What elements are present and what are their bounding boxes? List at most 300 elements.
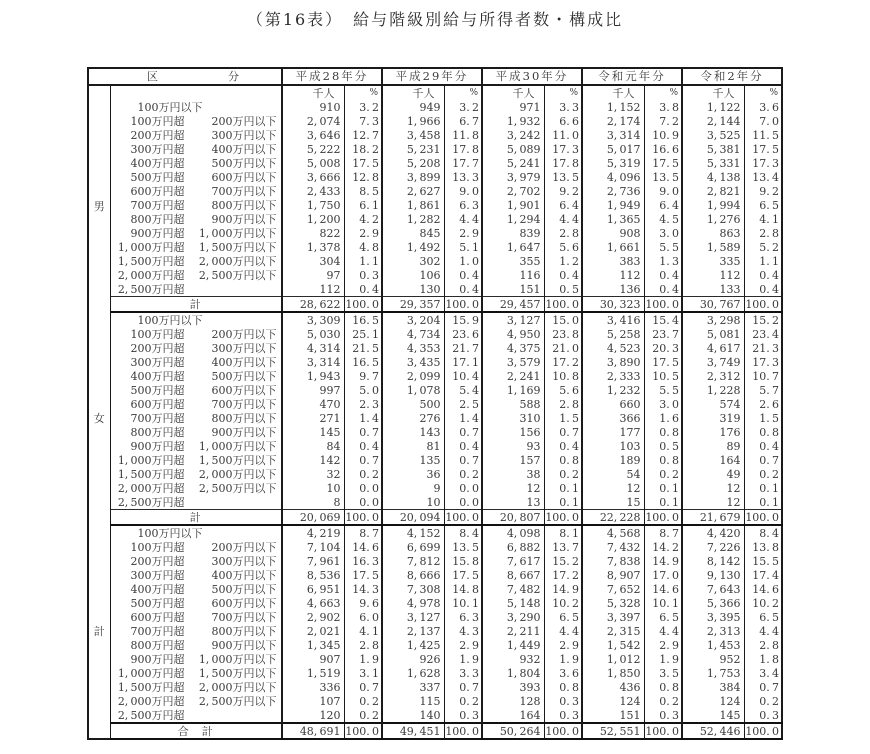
percent-cell: 0. 1: [544, 481, 582, 495]
count-cell: 9, 130: [682, 568, 744, 582]
percent-cell: 10. 1: [644, 596, 682, 610]
bracket-lower-bound: 1, 500万円超: [117, 467, 185, 481]
bracket-upper-bound: 800万円以下: [211, 411, 277, 425]
data-row: [88, 467, 782, 481]
count-cell: 384: [682, 680, 744, 694]
percent-cell: 16. 6: [644, 142, 682, 156]
percent-cell: 5. 5: [644, 240, 682, 254]
unit-header-percent: %: [544, 85, 582, 100]
data-row: [88, 495, 782, 510]
subtotal-row: [88, 510, 782, 526]
data-row: [88, 652, 782, 666]
count-cell: 7, 226: [682, 540, 744, 554]
count-cell: 470: [282, 397, 344, 411]
count-cell: 15: [582, 495, 644, 510]
count-cell: 1, 994: [682, 198, 744, 212]
count-cell: 5, 148: [482, 596, 544, 610]
percent-cell: 0. 2: [344, 467, 382, 481]
percent-cell: 0. 7: [544, 425, 582, 439]
percent-cell: 9. 0: [444, 184, 482, 198]
count-cell: 2, 315: [582, 624, 644, 638]
count-cell: 271: [282, 411, 344, 425]
count-cell: 28, 622: [282, 297, 344, 313]
bracket-upper-bound: 400万円以下: [211, 142, 277, 156]
count-cell: 49: [682, 467, 744, 481]
count-cell: 7, 961: [282, 554, 344, 568]
percent-cell: 0. 7: [744, 680, 782, 694]
percent-cell: 0. 2: [744, 694, 782, 708]
count-cell: 1, 228: [682, 383, 744, 397]
bracket-lower-bound: 900万円超: [130, 226, 185, 240]
count-cell: 5, 081: [682, 327, 744, 341]
bracket-lower-bound: 500万円超: [130, 383, 185, 397]
percent-cell: 8. 4: [444, 525, 482, 540]
count-cell: 1, 943: [282, 369, 344, 383]
bracket-upper-bound: 400万円以下: [211, 568, 277, 582]
bracket-lower-bound: 200万円超: [130, 554, 185, 568]
data-row: [88, 240, 782, 254]
count-cell: 2, 211: [482, 624, 544, 638]
percent-cell: 0. 8: [544, 680, 582, 694]
percent-cell: 3. 8: [644, 100, 682, 114]
percent-cell: 100. 0: [344, 297, 382, 313]
data-row: [88, 383, 782, 397]
data-row: [88, 540, 782, 554]
count-cell: 32: [282, 467, 344, 481]
percent-cell: 1. 9: [644, 652, 682, 666]
data-row: [88, 666, 782, 680]
percent-cell: 2. 6: [744, 397, 782, 411]
kubun-right: 分: [228, 70, 239, 83]
percent-cell: 2. 5: [444, 397, 482, 411]
count-cell: 8, 666: [382, 568, 444, 582]
count-cell: 112: [682, 268, 744, 282]
bracket-upper-bound: 600万円以下: [211, 170, 277, 184]
percent-cell: 0. 7: [344, 680, 382, 694]
bracket-label: [110, 610, 282, 624]
bracket-upper-bound: 2, 500万円以下: [198, 481, 277, 495]
count-cell: 3, 416: [582, 312, 644, 327]
bracket-upper-bound: 1, 500万円以下: [198, 453, 277, 467]
bracket-upper-bound: 1, 500万円以下: [198, 240, 277, 254]
percent-cell: 15. 5: [744, 554, 782, 568]
count-cell: 276: [382, 411, 444, 425]
percent-cell: 17. 1: [444, 355, 482, 369]
percent-cell: 1. 1: [344, 254, 382, 268]
count-cell: 335: [682, 254, 744, 268]
count-cell: 5, 258: [582, 327, 644, 341]
count-cell: 9: [382, 481, 444, 495]
percent-cell: 7. 3: [344, 114, 382, 128]
data-row: [88, 114, 782, 128]
percent-cell: 1. 9: [444, 652, 482, 666]
percent-cell: 17. 8: [544, 156, 582, 170]
count-cell: 13: [482, 495, 544, 510]
bracket-label: [110, 624, 282, 638]
percent-cell: 5. 0: [344, 383, 382, 397]
data-row: [88, 170, 782, 184]
count-cell: 20, 807: [482, 510, 544, 526]
count-cell: 3, 435: [382, 355, 444, 369]
bracket-upper-bound: 1, 000万円以下: [198, 652, 277, 666]
count-cell: 2, 313: [682, 624, 744, 638]
bracket-label: [110, 128, 282, 142]
bracket-label: [110, 652, 282, 666]
bracket-upper-bound: 800万円以下: [211, 198, 277, 212]
bracket-label: [110, 453, 282, 467]
count-cell: 302: [382, 254, 444, 268]
data-row: [88, 254, 782, 268]
count-cell: 164: [482, 708, 544, 723]
count-cell: 1, 861: [382, 198, 444, 212]
percent-cell: 14. 6: [344, 540, 382, 554]
count-cell: 4, 978: [382, 596, 444, 610]
percent-cell: 0. 3: [544, 694, 582, 708]
percent-cell: 1. 5: [744, 411, 782, 425]
percent-cell: 0. 7: [444, 425, 482, 439]
bracket-upper-bound: 2, 500万円以下: [198, 694, 277, 708]
percent-cell: 6. 6: [544, 114, 582, 128]
count-cell: 3, 127: [382, 610, 444, 624]
count-cell: 8: [282, 495, 344, 510]
bracket-upper-bound: 700万円以下: [211, 184, 277, 198]
bracket-lower-bound: 400万円超: [130, 369, 185, 383]
percent-cell: 5. 6: [544, 383, 582, 397]
count-cell: 4, 219: [282, 525, 344, 540]
column-header-year-r2: 令和2年分: [682, 68, 782, 85]
bracket-label: [110, 383, 282, 397]
units-row-spacer: [110, 85, 282, 100]
percent-cell: 15. 9: [444, 312, 482, 327]
data-row: [88, 596, 782, 610]
bracket-lower-bound: 500万円超: [130, 170, 185, 184]
count-cell: 2, 144: [682, 114, 744, 128]
count-cell: 2, 021: [282, 624, 344, 638]
bracket-label: [110, 341, 282, 355]
count-cell: 355: [482, 254, 544, 268]
bracket-label: [110, 142, 282, 156]
percent-cell: 17. 8: [444, 142, 482, 156]
count-cell: 7, 652: [582, 582, 644, 596]
data-row: [88, 694, 782, 708]
count-cell: 4, 138: [682, 170, 744, 184]
bracket-lower-bound: 1, 000万円超: [117, 666, 185, 680]
percent-cell: 0. 1: [544, 495, 582, 510]
count-cell: 10: [282, 481, 344, 495]
count-cell: 38: [482, 467, 544, 481]
bracket-upper-bound: 900万円以下: [211, 638, 277, 652]
bracket-label: [110, 355, 282, 369]
bracket-lower-bound: 600万円超: [130, 610, 185, 624]
percent-cell: 0. 0: [444, 495, 482, 510]
bracket-lower-bound: 900万円超: [130, 652, 185, 666]
count-cell: 10: [382, 495, 444, 510]
bracket-label: [110, 411, 282, 425]
count-cell: 910: [282, 100, 344, 114]
column-header-year-r1: 令和元年分: [582, 68, 682, 85]
percent-cell: 10. 2: [744, 596, 782, 610]
count-cell: 2, 702: [482, 184, 544, 198]
percent-cell: 14. 9: [644, 554, 682, 568]
unit-header-percent: %: [744, 85, 782, 100]
count-cell: 3, 979: [482, 170, 544, 184]
count-cell: 20, 069: [282, 510, 344, 526]
percent-cell: 10. 5: [644, 369, 682, 383]
count-cell: 2, 137: [382, 624, 444, 638]
count-cell: 3, 314: [282, 355, 344, 369]
bracket-label: [110, 525, 282, 540]
percent-cell: 2. 8: [544, 226, 582, 240]
count-cell: 124: [582, 694, 644, 708]
percent-cell: 15. 8: [444, 554, 482, 568]
bracket-label: [110, 114, 282, 128]
count-cell: 30, 323: [582, 297, 644, 313]
percent-cell: 18. 2: [344, 142, 382, 156]
percent-cell: 12. 8: [344, 170, 382, 184]
bracket-lower-bound: 300万円超: [130, 355, 185, 369]
bracket-upper-bound: 1, 000万円以下: [198, 439, 277, 453]
count-cell: 52, 551: [582, 723, 644, 739]
count-cell: 120: [282, 708, 344, 723]
percent-cell: 0. 4: [444, 282, 482, 297]
count-cell: 1, 966: [382, 114, 444, 128]
bracket-lower-bound: 400万円超: [130, 156, 185, 170]
bracket-lower-bound: 600万円超: [130, 184, 185, 198]
percent-cell: 4. 8: [344, 240, 382, 254]
percent-cell: 10. 9: [644, 128, 682, 142]
bracket-upper-bound: 600万円以下: [211, 596, 277, 610]
bracket-lower-bound: 1, 000万円超: [117, 453, 185, 467]
count-cell: 112: [282, 282, 344, 297]
percent-cell: 0. 2: [344, 708, 382, 723]
grand-total-label: 合 計: [110, 723, 282, 739]
percent-cell: 100. 0: [644, 723, 682, 739]
bracket-lower-bound: 2, 000万円超: [117, 268, 185, 282]
percent-cell: 1. 5: [544, 411, 582, 425]
bracket-lower-bound: 1, 000万円超: [117, 240, 185, 254]
count-cell: 84: [282, 439, 344, 453]
percent-cell: 17. 5: [744, 142, 782, 156]
percent-cell: 1. 1: [744, 254, 782, 268]
percent-cell: 16. 3: [344, 554, 382, 568]
count-cell: 6, 882: [482, 540, 544, 554]
count-cell: 151: [582, 708, 644, 723]
bracket-label: [110, 212, 282, 226]
count-cell: 8, 907: [582, 568, 644, 582]
percent-cell: 0. 8: [644, 425, 682, 439]
percent-cell: 0. 7: [344, 425, 382, 439]
count-cell: 5, 030: [282, 327, 344, 341]
percent-cell: 6. 5: [744, 198, 782, 212]
count-cell: 5, 208: [382, 156, 444, 170]
bracket-upper-bound: 200万円以下: [211, 327, 277, 341]
count-cell: 4, 353: [382, 341, 444, 355]
unit-header-thousand-persons: 千人: [482, 85, 544, 100]
count-cell: 574: [682, 397, 744, 411]
data-row: [88, 453, 782, 467]
percent-cell: 11. 0: [544, 128, 582, 142]
count-cell: 1, 453: [682, 638, 744, 652]
percent-cell: 13. 8: [744, 540, 782, 554]
percent-cell: 8. 4: [744, 525, 782, 540]
count-cell: 2, 333: [582, 369, 644, 383]
bracket-label: [110, 439, 282, 453]
bracket-lower-bound: 300万円超: [130, 568, 185, 582]
percent-cell: 17. 4: [744, 568, 782, 582]
count-cell: 907: [282, 652, 344, 666]
bracket-label: [110, 680, 282, 694]
percent-cell: 2. 9: [644, 638, 682, 652]
count-cell: 4, 950: [482, 327, 544, 341]
data-row: [88, 525, 782, 540]
count-cell: 5, 366: [682, 596, 744, 610]
count-cell: 4, 420: [682, 525, 744, 540]
count-cell: 22, 228: [582, 510, 644, 526]
percent-cell: 0. 4: [644, 282, 682, 297]
percent-cell: 13. 5: [544, 170, 582, 184]
count-cell: 5, 381: [682, 142, 744, 156]
percent-cell: 17. 0: [644, 568, 682, 582]
percent-cell: 23. 4: [744, 327, 782, 341]
count-cell: 142: [282, 453, 344, 467]
percent-cell: 17. 5: [444, 568, 482, 582]
data-row: [88, 282, 782, 297]
count-cell: 1, 294: [482, 212, 544, 226]
count-cell: 997: [282, 383, 344, 397]
bracket-lower-bound: 100万円超: [130, 540, 185, 554]
count-cell: 845: [382, 226, 444, 240]
percent-cell: 1. 9: [344, 652, 382, 666]
count-cell: 1, 169: [482, 383, 544, 397]
count-cell: 2, 433: [282, 184, 344, 198]
percent-cell: 0. 0: [344, 495, 382, 510]
count-cell: 3, 749: [682, 355, 744, 369]
percent-cell: 100. 0: [544, 723, 582, 739]
count-cell: 2, 174: [582, 114, 644, 128]
count-cell: 4, 523: [582, 341, 644, 355]
percent-cell: 4. 1: [344, 624, 382, 638]
count-cell: 1, 804: [482, 666, 544, 680]
count-cell: 5, 008: [282, 156, 344, 170]
percent-cell: 3. 0: [644, 397, 682, 411]
percent-cell: 0. 4: [544, 268, 582, 282]
bracket-lower-bound: 300万円超: [130, 142, 185, 156]
count-cell: 1, 122: [682, 100, 744, 114]
data-row: [88, 568, 782, 582]
percent-cell: 14. 6: [744, 582, 782, 596]
count-cell: 48, 691: [282, 723, 344, 739]
count-cell: 128: [482, 694, 544, 708]
count-cell: 7, 643: [682, 582, 744, 596]
section-label-male: 男: [88, 100, 110, 312]
percent-cell: 23. 7: [644, 327, 682, 341]
bracket-bound: 2, 500万円超: [117, 495, 185, 509]
bracket-upper-bound: 2, 000万円以下: [198, 680, 277, 694]
column-header-year-h28: 平成28年分: [282, 68, 382, 85]
percent-cell: 13. 7: [544, 540, 582, 554]
count-cell: 145: [682, 708, 744, 723]
percent-cell: 17. 5: [644, 355, 682, 369]
count-cell: 54: [582, 467, 644, 481]
bracket-bound: 2, 500万円超: [117, 708, 185, 722]
percent-cell: 0. 7: [744, 453, 782, 467]
bracket-lower-bound: 500万円超: [130, 596, 185, 610]
percent-cell: 0. 7: [344, 453, 382, 467]
percent-cell: 100. 0: [744, 297, 782, 313]
unit-header-thousand-persons: 千人: [382, 85, 444, 100]
percent-cell: 3. 6: [544, 666, 582, 680]
count-cell: 145: [282, 425, 344, 439]
count-cell: 107: [282, 694, 344, 708]
bracket-upper-bound: 700万円以下: [211, 397, 277, 411]
percent-cell: 0. 2: [744, 467, 782, 481]
percent-cell: 6. 5: [644, 610, 682, 624]
count-cell: 29, 457: [482, 297, 544, 313]
bracket-lower-bound: 2, 000万円超: [117, 481, 185, 495]
bracket-upper-bound: 900万円以下: [211, 425, 277, 439]
percent-cell: 0. 8: [744, 425, 782, 439]
percent-cell: 16. 5: [344, 312, 382, 327]
count-cell: 1, 901: [482, 198, 544, 212]
count-cell: 4, 098: [482, 525, 544, 540]
data-row: [88, 638, 782, 652]
count-cell: 30, 767: [682, 297, 744, 313]
count-cell: 12: [582, 481, 644, 495]
percent-cell: 0. 2: [644, 467, 682, 481]
count-cell: 3, 397: [582, 610, 644, 624]
percent-cell: 17. 3: [744, 156, 782, 170]
percent-cell: 0. 3: [444, 708, 482, 723]
percent-cell: 6. 4: [544, 198, 582, 212]
count-cell: 8, 536: [282, 568, 344, 582]
bracket-label: [110, 554, 282, 568]
bracket-lower-bound: 800万円超: [130, 425, 185, 439]
percent-cell: 0. 4: [744, 282, 782, 297]
bracket-label: [110, 254, 282, 268]
table-title: （第16表） 給与階級別給与所得者数・構成比: [246, 10, 624, 29]
count-cell: 1, 232: [582, 383, 644, 397]
percent-cell: 100. 0: [744, 510, 782, 526]
percent-cell: 3. 6: [744, 100, 782, 114]
bracket-upper-bound: 300万円以下: [211, 128, 277, 142]
count-cell: 660: [582, 397, 644, 411]
percent-cell: 2. 9: [444, 226, 482, 240]
count-cell: 29, 357: [382, 297, 444, 313]
percent-cell: 0. 4: [744, 439, 782, 453]
percent-cell: 17. 3: [744, 355, 782, 369]
percent-cell: 0. 4: [544, 439, 582, 453]
percent-cell: 17. 5: [344, 568, 382, 582]
count-cell: 2, 312: [682, 369, 744, 383]
percent-cell: 13. 5: [444, 540, 482, 554]
count-cell: 5, 331: [682, 156, 744, 170]
percent-cell: 0. 4: [644, 268, 682, 282]
percent-cell: 0. 3: [744, 708, 782, 723]
count-cell: 3, 458: [382, 128, 444, 142]
count-cell: 156: [482, 425, 544, 439]
percent-cell: 17. 5: [344, 156, 382, 170]
percent-cell: 8. 5: [344, 184, 382, 198]
subtotal-label: 計: [110, 510, 282, 526]
count-cell: 4, 375: [482, 341, 544, 355]
data-row: [88, 212, 782, 226]
bracket-lower-bound: 600万円超: [130, 397, 185, 411]
percent-cell: 100. 0: [644, 510, 682, 526]
count-cell: 1, 365: [582, 212, 644, 226]
percent-cell: 13. 5: [644, 170, 682, 184]
count-cell: 3, 298: [682, 312, 744, 327]
percent-cell: 5. 6: [544, 240, 582, 254]
